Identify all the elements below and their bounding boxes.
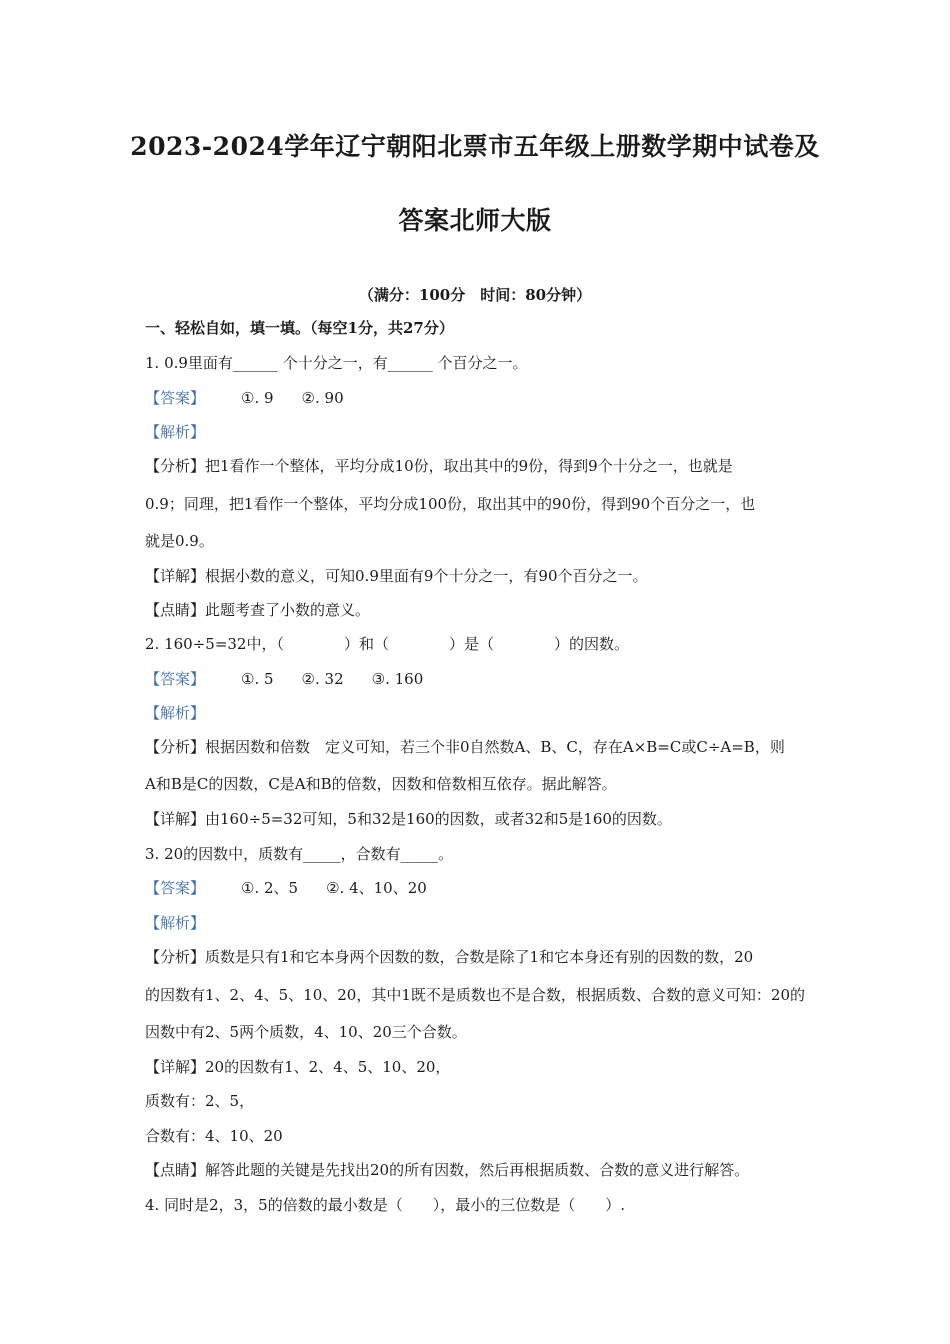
q1-detail: 【详解】根据小数的意义，可知0.9里面有9个十分之一，有90个百分之一。	[145, 567, 648, 585]
q3-analysis-3: 因数中有2、5两个质数，4、10、20三个合数。	[145, 1023, 467, 1041]
q2-answer-3: ③. 160	[371, 670, 424, 688]
analysis-tag: 【解析】	[145, 914, 206, 932]
q1-analysis-3: 就是0.9。	[145, 532, 214, 550]
q2-answer-2: ②. 32	[301, 670, 344, 688]
q3-question: 3. 20的因数中，质数有_____，合数有_____。	[145, 845, 454, 863]
q1-answer-row	[145, 388, 344, 408]
q3-answer-row	[145, 878, 427, 898]
doc-title-line2: 答案北师大版	[398, 206, 552, 235]
analysis-tag: 【解析】	[145, 423, 206, 441]
q2-analysis-1: 【分析】根据因数和倍数 定义可知，若三个非0自然数A、B、C，存在A×B=C或C÷A=B，则	[145, 738, 785, 756]
q1-analysis-2: 0.9；同理，把1看作一个整体，平均分成100份，取出其中的90份，得到90个百分之一，也	[145, 495, 756, 513]
answer-tag: 【答案】	[145, 670, 206, 688]
q2-answer-1: ①. 5	[241, 670, 274, 688]
q4-question: 4. 同时是2，3，5的倍数的最小数是（ ），最小的三位数是（ ）.	[145, 1196, 625, 1214]
q2-answer-row	[145, 669, 423, 689]
q1-answer-1: ①. 9	[241, 389, 274, 407]
q3-answer-2: ②. 4、10、20	[326, 879, 427, 897]
q1-analysis-1: 【分析】把1看作一个整体，平均分成10份，取出其中的9份，得到9个十分之一，也就是	[145, 457, 733, 475]
q2-analysis-2: A和B是C的因数，C是A和B的倍数，因数和倍数相互依存。据此解答。	[145, 775, 617, 793]
q2-detail: 【详解】由160÷5=32可知，5和32是160的因数，或者32和5是160的因数。	[145, 810, 672, 828]
q1-comment: 【点睛】此题考查了小数的意义。	[145, 601, 371, 619]
q1-question: 1. 0.9里面有______ 个十分之一，有______ 个百分之一。	[145, 354, 528, 372]
q3-analysis-1: 【分析】质数是只有1和它本身两个因数的数，合数是除了1和它本身还有别的因数的数，20	[145, 948, 754, 966]
q1-answer-2: ②. 90	[301, 389, 344, 407]
q3-answer-1: ①. 2、5	[241, 879, 299, 897]
q2-question: 2. 160÷5=32中，（ ）和（ ）是（ ）的因数。	[145, 635, 629, 653]
answer-tag: 【答案】	[145, 389, 206, 407]
q3-analysis-2: 的因数有1、2、4、5、10、20，其中1既不是质数也不是合数，根据质数、合数的意义可知：20的	[145, 986, 805, 1004]
exam-meta: （满分：100分 时间：80分钟）	[358, 286, 592, 304]
q3-comment: 【点睛】解答此题的关键是先找出20的所有因数，然后再根据质数、合数的意义进行解答。	[145, 1161, 750, 1179]
analysis-tag: 【解析】	[145, 704, 206, 722]
q3-detail: 【详解】20的因数有1、2、4、5、10、20，	[145, 1058, 451, 1076]
q3-primes: 质数有：2、5，	[145, 1092, 255, 1110]
answer-tag: 【答案】	[145, 879, 206, 897]
doc-title-line1: 2023-2024学年辽宁朝阳北票市五年级上册数学期中试卷及	[130, 132, 820, 161]
section-heading: 一、轻松自如，填一填。（每空1分，共27分）	[145, 319, 454, 337]
q3-composites: 合数有：4、10、20	[145, 1127, 283, 1145]
